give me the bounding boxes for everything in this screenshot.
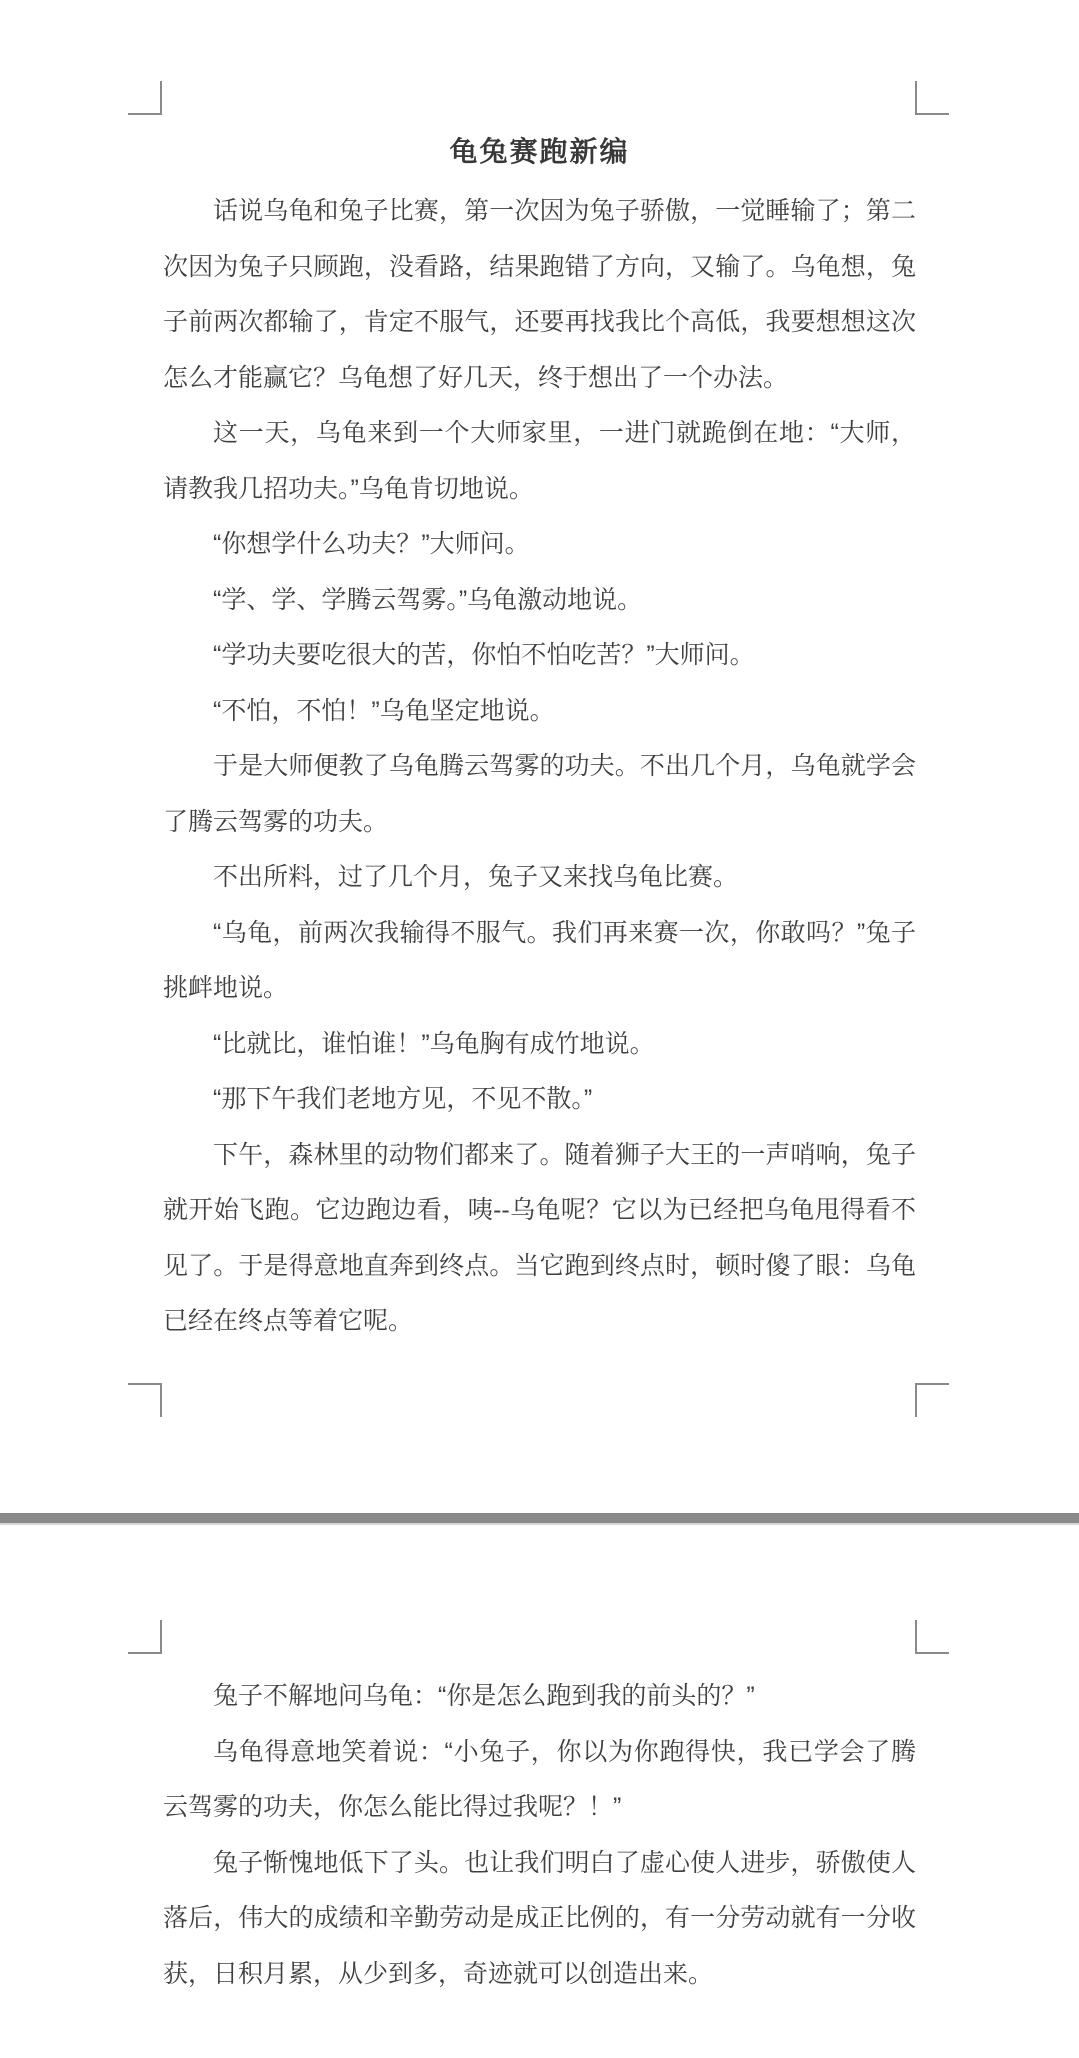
- paragraph: 这一天，乌龟来到一个大师家里，一进门就跪倒在地：“大师，请教我几招功夫。”乌龟肯切地说。: [163, 419, 916, 503]
- paragraph: 兔子不解地问乌龟：“你是怎么跑到我的前头的？”: [213, 1682, 755, 1710]
- crop-mark-bottom-left-icon: [128, 1383, 162, 1417]
- page-1-content: [163, 124, 916, 1350]
- page-1-body: [163, 184, 916, 1350]
- page-2[interactable]: [0, 1525, 1079, 2058]
- crop-mark-top-right-icon: [915, 1620, 949, 1654]
- crop-mark-top-left-icon: [128, 81, 162, 115]
- paragraph: 话说乌龟和兔子比赛，第一次因为兔子骄傲，一觉睡输了；第二次因为兔子只顾跑，没看路，结果跑错了方向，又输了。乌龟想，兔子前两次都输了，肯定不服气，还要再找我比个高低，我要想想这次怎么才能赢它？乌龟想了好几天，终于想出了一个办法。: [163, 197, 916, 392]
- document-title: 龟兔赛跑新编: [449, 136, 630, 167]
- paragraph: 乌龟得意地笑着说：“小兔子，你以为你跑得快，我已学会了腾云驾雾的功夫，你怎么能比得过我呢？！”: [163, 1737, 916, 1821]
- crop-mark-bottom-right-icon: [915, 1383, 949, 1417]
- paragraph: “不怕，不怕！”乌龟坚定地说。: [213, 696, 555, 725]
- paragraph: “比就比，谁怕谁！”乌龟胸有成竹地说。: [213, 1029, 655, 1058]
- paragraph: “学、学、学腾云驾雾。”乌龟激动地说。: [213, 585, 643, 614]
- paragraph: 不出所料，过了几个月，兔子又来找乌龟比赛。: [213, 863, 739, 891]
- page-2-body: [163, 1669, 916, 2002]
- page-2-content: [163, 1669, 916, 2002]
- paragraph: 于是大师便教了乌龟腾云驾雾的功夫。不出几个月，乌龟就学会了腾云驾雾的功夫。: [163, 752, 916, 836]
- page-break-divider: [0, 1513, 1079, 1525]
- paragraph: 兔子惭愧地低下了头。也让我们明白了虚心使人进步，骄傲使人落后，伟大的成绩和辛勤劳动是成正比例的，有一分劳动就有一分收获，日积月累，从少到多，奇迹就可以创造出来。: [163, 1848, 916, 1988]
- crop-mark-top-left-icon: [128, 1620, 162, 1654]
- paragraph: 下午，森林里的动物们都来了。随着狮子大王的一声哨响，兔子就开始飞跑。它边跑边看，咦--乌龟呢？它以为已经把乌龟甩得看不见了。于是得意地直奔到终点。当它跑到终点时，顿时傻了眼：乌龟已经在终点等着它呢。: [163, 1140, 916, 1335]
- paragraph: “学功夫要吃很大的苦，你怕不怕吃苦？”大师问。: [213, 641, 755, 669]
- paragraph: “那下午我们老地方见，不见不散。”: [213, 1085, 593, 1113]
- crop-mark-top-right-icon: [915, 81, 949, 115]
- paragraph: “你想学什么功夫？”大师问。: [213, 530, 530, 558]
- paragraph: “乌龟，前两次我输得不服气。我们再来赛一次，你敢吗？”兔子挑衅地说。: [163, 918, 916, 1002]
